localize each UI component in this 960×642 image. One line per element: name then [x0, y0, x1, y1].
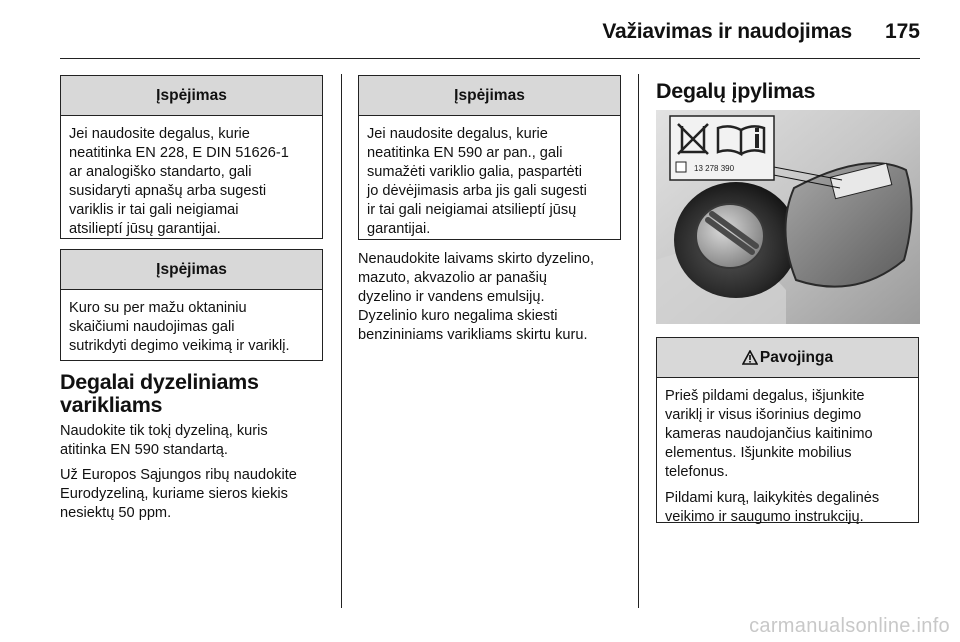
danger-title: [657, 338, 918, 378]
warning-triangle-icon: [742, 350, 758, 365]
heading-line: Degalai dyzeliniams: [60, 370, 259, 394]
section-title-refuelling: Degalų įpylimas: [656, 79, 816, 103]
label-code: 13 278 390: [694, 164, 735, 173]
text-line: mazuto, akvazolio ar panašių: [358, 270, 548, 286]
text-line: sumažėti variklio galia, paspartėti: [367, 164, 582, 180]
text-line: Prieš pildami degalus, išjunkite: [665, 388, 865, 404]
text-line: ar analogiško standarto, gali: [69, 164, 252, 180]
text-line: atitinka EN 590 standartą.: [60, 442, 228, 458]
text-line: telefonus.: [665, 464, 729, 480]
small-fuel-icon: [676, 162, 686, 172]
text-line: Jei naudosite degalus, kurie: [367, 126, 548, 142]
paragraph-marine-diesel: [358, 250, 633, 345]
text-line: skaičiumi naudojimas gali: [69, 319, 235, 335]
text-line: nesiektų 50 ppm.: [60, 505, 172, 521]
text-line: atsilieptí jūsų garantijai.: [69, 221, 221, 237]
warning-text: [61, 116, 322, 247]
text-line: Naudokite tik tokį dyzeliną, kuris: [60, 423, 268, 439]
text-line: Dyzelinio kuro negalima skiesti: [358, 308, 558, 324]
warning-title: Įspėjimas: [61, 250, 322, 290]
text-line: benzininiams varikliams skirtu kuru.: [358, 327, 588, 343]
fuel-flap-photo: [656, 110, 920, 324]
paragraph-diesel-standard: [60, 422, 330, 460]
text-line: neatitinka EN 228, E DIN 51626-1: [69, 145, 289, 161]
text-line: jo dėvėjimasis arba jis gali sugesti: [367, 183, 587, 199]
text-line: Nenaudokite laivams skirto dyzelino,: [358, 251, 595, 267]
danger-title-text: Pavojinga: [759, 348, 834, 366]
column-divider-1: [341, 74, 342, 608]
text-line: neatitinka EN 590 ar pan., gali: [367, 145, 563, 161]
section-title-diesel: [60, 371, 259, 417]
page-number: 175: [884, 20, 920, 43]
text-line: dyzelino ir vandens emulsijų.: [358, 289, 545, 305]
text-line: susidaryti apnašų arba sugesti: [69, 183, 267, 199]
running-title: Važiavimas ir naudojimas: [602, 20, 852, 43]
danger-paragraph-1: [665, 387, 909, 482]
column-divider-2: [638, 74, 639, 608]
warning-box-diesel: [358, 75, 621, 240]
text-line: Pildami kurą, laikykitės degalinės: [665, 490, 880, 506]
text-line: garantijai.: [367, 221, 431, 237]
warning-title: Įspėjimas: [61, 76, 322, 116]
info-icon: [755, 128, 759, 148]
text-line: variklis ir tai gali neigiamai: [69, 202, 239, 218]
text-line: ir tai gali neigiamai atsilieptí jūsų: [367, 202, 577, 218]
danger-box-refuelling: [656, 337, 919, 523]
paragraph-sulfur: [60, 466, 330, 523]
heading-line: varikliams: [60, 393, 163, 417]
text-line: Kuro su per mažu oktaniniu: [69, 300, 247, 316]
text-line: veikimo ir saugumo instrukcijų.: [665, 509, 864, 525]
text-line: elementus. Išjunkite mobilius: [665, 445, 852, 461]
watermark: carmanualsonline.info: [749, 615, 950, 637]
warning-title: Įspėjimas: [359, 76, 620, 116]
warning-text: [359, 116, 620, 247]
warning-text: [61, 290, 322, 364]
page-header: [0, 0, 960, 58]
text-line: Jei naudosite degalus, kurie: [69, 126, 250, 142]
text-line: Eurodyzeliną, kuriame sieros kiekis: [60, 486, 288, 502]
text-line: sutrikdyti degimo veikimą ir variklį.: [69, 338, 290, 354]
danger-paragraph-2: [665, 489, 909, 527]
warning-box-fuel-standard: [60, 75, 323, 239]
fuel-flap-illustration: [656, 110, 920, 324]
danger-text: [657, 378, 918, 535]
text-line: variklį ir visus išorinius degimo: [665, 407, 862, 423]
text-line: Už Europos Sąjungos ribų naudokite: [60, 467, 297, 483]
warning-box-octane: [60, 249, 323, 361]
header-rule: [60, 58, 920, 59]
text-line: kameras naudojančius kaitinimo: [665, 426, 873, 442]
